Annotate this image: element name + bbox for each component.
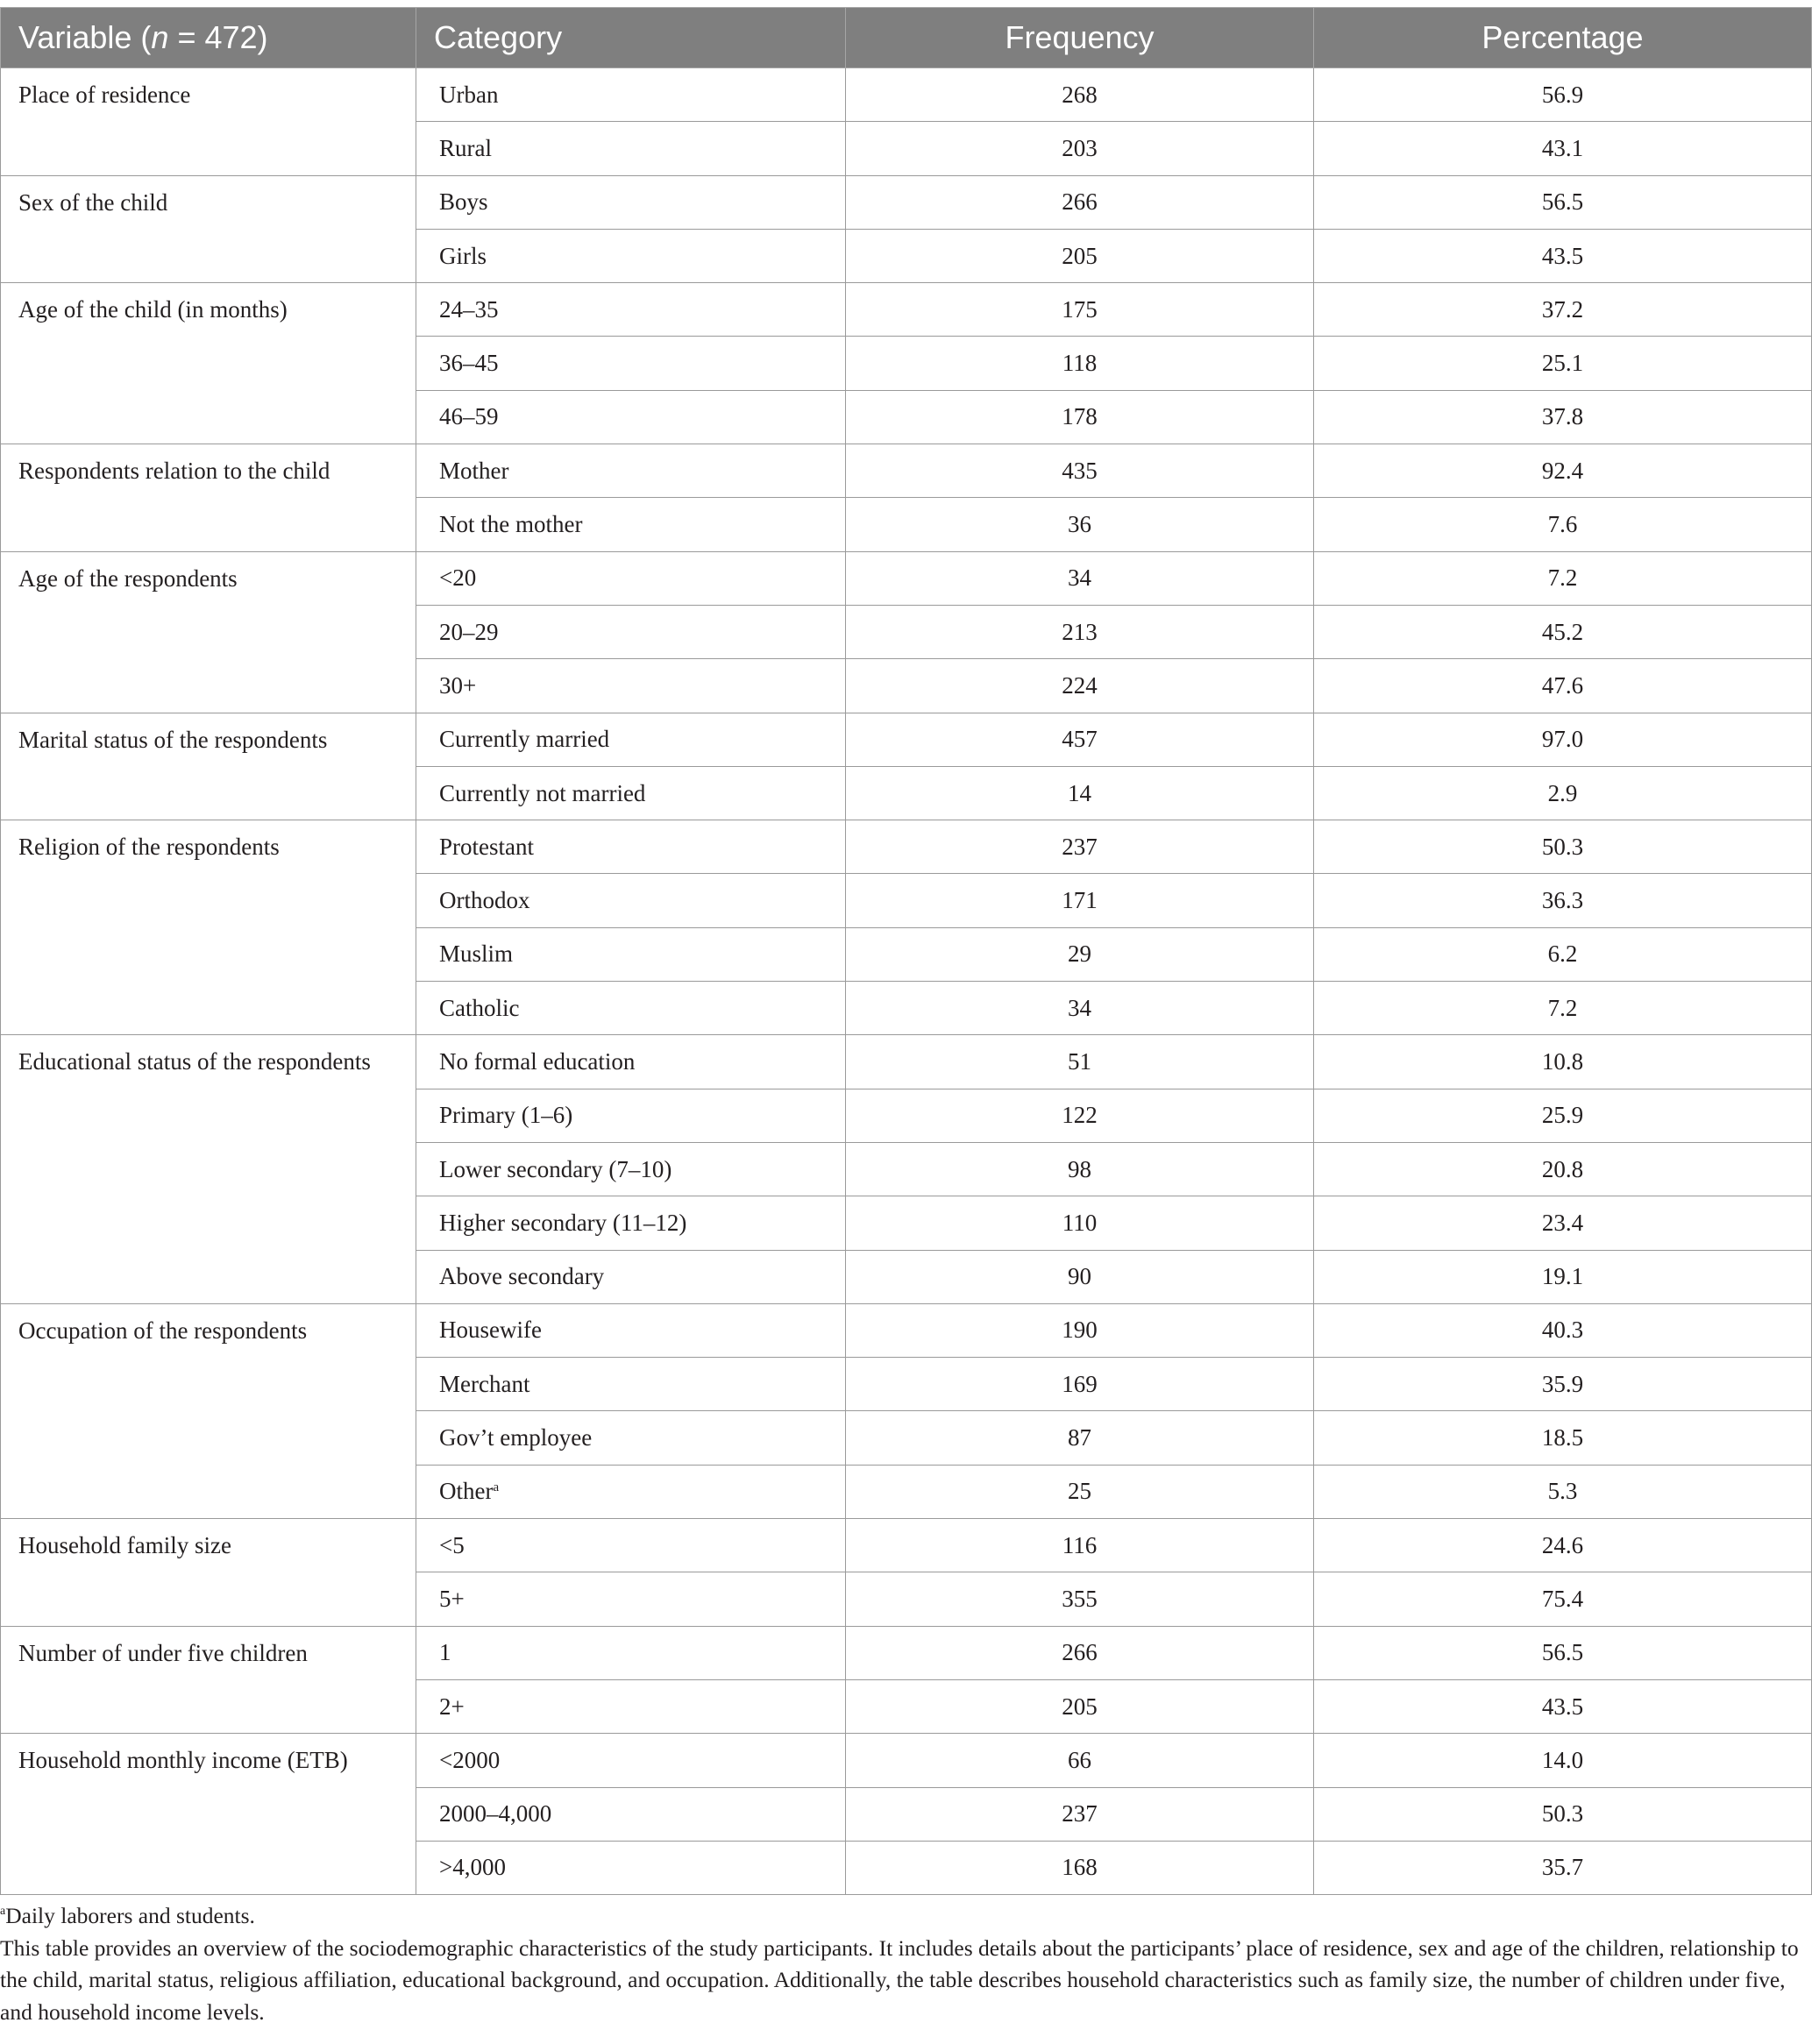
percentage-cell: 50.3 xyxy=(1314,820,1812,874)
percentage-cell: 25.9 xyxy=(1314,1089,1812,1142)
category-cell xyxy=(416,713,846,766)
variable-cell: Household family size xyxy=(1,1519,416,1627)
category-label: Currently not married xyxy=(439,779,646,806)
category-label: Urban xyxy=(439,81,499,108)
category-cell xyxy=(416,122,846,175)
category-cell xyxy=(416,1572,846,1626)
header-frequency: Frequency xyxy=(846,8,1314,68)
table-container xyxy=(0,7,1812,1895)
percentage-cell: 36.3 xyxy=(1314,874,1812,927)
category-label: Other xyxy=(439,1478,494,1505)
table-row xyxy=(1,713,1812,766)
percentage-cell: 7.2 xyxy=(1314,982,1812,1035)
table-footnotes xyxy=(0,1900,1808,2028)
frequency-cell: 118 xyxy=(846,337,1314,390)
frequency-cell: 51 xyxy=(846,1035,1314,1089)
category-cell xyxy=(416,229,846,282)
variable-cell: Marital status of the respondents xyxy=(1,713,416,820)
category-cell xyxy=(416,874,846,927)
frequency-cell: 90 xyxy=(846,1250,1314,1303)
category-label: 46–59 xyxy=(439,403,499,430)
category-cell xyxy=(416,982,846,1035)
footnote-a xyxy=(0,1900,1808,1933)
percentage-cell: 43.5 xyxy=(1314,229,1812,282)
frequency-cell: 116 xyxy=(846,1519,1314,1572)
percentage-cell: 40.3 xyxy=(1314,1303,1812,1357)
table-row xyxy=(1,1519,1812,1572)
category-cell xyxy=(416,68,846,122)
percentage-cell: 20.8 xyxy=(1314,1142,1812,1196)
category-label: Merchant xyxy=(439,1370,530,1397)
category-cell xyxy=(416,1250,846,1303)
frequency-cell: 110 xyxy=(846,1196,1314,1250)
category-cell xyxy=(416,766,846,820)
frequency-cell: 122 xyxy=(846,1089,1314,1142)
frequency-cell: 34 xyxy=(846,551,1314,605)
category-label: Gov’t employee xyxy=(439,1424,593,1451)
category-cell xyxy=(416,605,846,658)
sociodemographic-table xyxy=(0,7,1812,1895)
frequency-cell: 205 xyxy=(846,1679,1314,1733)
percentage-cell: 19.1 xyxy=(1314,1250,1812,1303)
category-label: Mother xyxy=(439,457,509,484)
category-cell xyxy=(416,551,846,605)
header-variable: Variable (n = 472) xyxy=(1,8,416,68)
frequency-cell: 87 xyxy=(846,1411,1314,1465)
percentage-cell: 5.3 xyxy=(1314,1465,1812,1518)
variable-cell: Age of the respondents xyxy=(1,551,416,713)
category-label: Orthodox xyxy=(439,887,530,914)
category-cell xyxy=(416,444,846,498)
category-label: No formal education xyxy=(439,1047,636,1075)
category-cell xyxy=(416,175,846,229)
table-row xyxy=(1,175,1812,229)
frequency-cell: 203 xyxy=(846,122,1314,175)
percentage-cell: 92.4 xyxy=(1314,444,1812,498)
frequency-cell: 213 xyxy=(846,605,1314,658)
category-label: <2000 xyxy=(439,1746,501,1773)
category-label: 5+ xyxy=(439,1585,465,1612)
frequency-cell: 168 xyxy=(846,1841,1314,1894)
category-label: Girls xyxy=(439,242,487,269)
table-row xyxy=(1,1626,1812,1679)
table-row xyxy=(1,1303,1812,1357)
category-cell xyxy=(416,1035,846,1089)
frequency-cell: 175 xyxy=(846,283,1314,337)
category-cell xyxy=(416,1089,846,1142)
percentage-cell: 23.4 xyxy=(1314,1196,1812,1250)
table-row xyxy=(1,68,1812,122)
table-row xyxy=(1,1035,1812,1089)
frequency-cell: 237 xyxy=(846,1787,1314,1841)
variable-cell: Respondents relation to the child xyxy=(1,444,416,552)
percentage-cell: 35.9 xyxy=(1314,1358,1812,1411)
category-label: >4,000 xyxy=(439,1854,506,1881)
footnote-text: Daily laborers and students. xyxy=(5,1903,255,1928)
variable-cell: Occupation of the respondents xyxy=(1,1303,416,1518)
category-cell xyxy=(416,1465,846,1518)
category-label: 36–45 xyxy=(439,350,499,377)
category-cell xyxy=(416,337,846,390)
frequency-cell: 355 xyxy=(846,1572,1314,1626)
frequency-cell: 190 xyxy=(846,1303,1314,1357)
frequency-cell: 205 xyxy=(846,229,1314,282)
category-cell xyxy=(416,820,846,874)
percentage-cell: 35.7 xyxy=(1314,1841,1812,1894)
percentage-cell: 56.5 xyxy=(1314,1626,1812,1679)
table-row xyxy=(1,444,1812,498)
frequency-cell: 34 xyxy=(846,982,1314,1035)
footnote-marker: a xyxy=(0,1905,6,1918)
percentage-cell: 7.2 xyxy=(1314,551,1812,605)
category-cell xyxy=(416,1519,846,1572)
category-label: 1 xyxy=(439,1639,451,1666)
category-label: 2+ xyxy=(439,1693,465,1720)
category-label: Housewife xyxy=(439,1317,542,1344)
category-label: Currently married xyxy=(439,726,610,753)
frequency-cell: 29 xyxy=(846,927,1314,981)
table-row xyxy=(1,1734,1812,1787)
frequency-cell: 266 xyxy=(846,175,1314,229)
category-cell xyxy=(416,1841,846,1894)
frequency-cell: 171 xyxy=(846,874,1314,927)
frequency-cell: 237 xyxy=(846,820,1314,874)
category-label: Muslim xyxy=(439,940,514,968)
category-label: Boys xyxy=(439,188,488,216)
percentage-cell: 6.2 xyxy=(1314,927,1812,981)
percentage-cell: 45.2 xyxy=(1314,605,1812,658)
variable-cell: Age of the child (in months) xyxy=(1,283,416,444)
frequency-cell: 25 xyxy=(846,1465,1314,1518)
percentage-cell: 37.8 xyxy=(1314,390,1812,444)
category-label: <20 xyxy=(439,564,477,592)
variable-cell: Number of under five children xyxy=(1,1626,416,1734)
category-label: Higher secondary (11–12) xyxy=(439,1209,687,1236)
category-label: 2000–4,000 xyxy=(439,1800,552,1828)
percentage-cell: 75.4 xyxy=(1314,1572,1812,1626)
category-label: <5 xyxy=(439,1531,465,1558)
category-label: Rural xyxy=(439,134,492,161)
category-cell xyxy=(416,1358,846,1411)
frequency-cell: 268 xyxy=(846,68,1314,122)
category-label: Not the mother xyxy=(439,511,583,538)
frequency-cell: 14 xyxy=(846,766,1314,820)
category-cell xyxy=(416,1142,846,1196)
percentage-cell: 50.3 xyxy=(1314,1787,1812,1841)
frequency-cell: 36 xyxy=(846,498,1314,551)
table-description: This table provides an overview of the sociodemographic characteristics of the study participants. It includes details about the participants’ place of residence, sex and age of the children, relationship to the child, marital status, religious affiliation, educational background, and occupation. Additionally, the table describes household characteristics such as family size, the number of children under five, and household income levels. xyxy=(0,1934,1799,2025)
percentage-cell: 56.9 xyxy=(1314,68,1812,122)
percentage-cell: 37.2 xyxy=(1314,283,1812,337)
variable-cell: Religion of the respondents xyxy=(1,820,416,1035)
category-cell xyxy=(416,1196,846,1250)
category-cell xyxy=(416,1626,846,1679)
table-row xyxy=(1,283,1812,337)
table-body xyxy=(1,68,1812,1895)
header-percentage: Percentage xyxy=(1314,8,1812,68)
category-label: Protestant xyxy=(439,833,534,860)
percentage-cell: 10.8 xyxy=(1314,1035,1812,1089)
category-cell xyxy=(416,498,846,551)
frequency-cell: 98 xyxy=(846,1142,1314,1196)
category-cell xyxy=(416,1303,846,1357)
frequency-cell: 266 xyxy=(846,1626,1314,1679)
percentage-cell: 43.5 xyxy=(1314,1679,1812,1733)
category-label: Lower secondary (7–10) xyxy=(439,1155,672,1182)
percentage-cell: 56.5 xyxy=(1314,175,1812,229)
variable-cell: Place of residence xyxy=(1,68,416,176)
category-label: 20–29 xyxy=(439,618,499,645)
category-cell xyxy=(416,1679,846,1733)
percentage-cell: 18.5 xyxy=(1314,1411,1812,1465)
variable-cell: Sex of the child xyxy=(1,175,416,283)
percentage-cell: 2.9 xyxy=(1314,766,1812,820)
frequency-cell: 457 xyxy=(846,713,1314,766)
category-label: Above secondary xyxy=(439,1263,605,1290)
category-cell xyxy=(416,1787,846,1841)
category-cell xyxy=(416,927,846,981)
percentage-cell: 14.0 xyxy=(1314,1734,1812,1787)
variable-cell: Household monthly income (ETB) xyxy=(1,1734,416,1895)
percentage-cell: 97.0 xyxy=(1314,713,1812,766)
percentage-cell: 47.6 xyxy=(1314,659,1812,713)
table-row xyxy=(1,551,1812,605)
percentage-cell: 7.6 xyxy=(1314,498,1812,551)
percentage-cell: 25.1 xyxy=(1314,337,1812,390)
header-row xyxy=(1,8,1812,68)
percentage-cell: 43.1 xyxy=(1314,122,1812,175)
frequency-cell: 178 xyxy=(846,390,1314,444)
percentage-cell: 24.6 xyxy=(1314,1519,1812,1572)
header-category: Category xyxy=(416,8,846,68)
category-label: Primary (1–6) xyxy=(439,1102,573,1129)
frequency-cell: 435 xyxy=(846,444,1314,498)
category-cell xyxy=(416,390,846,444)
footnote-marker: a xyxy=(493,1480,500,1495)
category-label: 24–35 xyxy=(439,295,499,323)
variable-cell: Educational status of the respondents xyxy=(1,1035,416,1303)
table-row xyxy=(1,820,1812,874)
category-label: Catholic xyxy=(439,994,520,1021)
category-label: 30+ xyxy=(439,671,477,699)
category-cell xyxy=(416,283,846,337)
frequency-cell: 169 xyxy=(846,1358,1314,1411)
category-cell xyxy=(416,1411,846,1465)
frequency-cell: 66 xyxy=(846,1734,1314,1787)
category-cell xyxy=(416,659,846,713)
frequency-cell: 224 xyxy=(846,659,1314,713)
category-cell xyxy=(416,1734,846,1787)
